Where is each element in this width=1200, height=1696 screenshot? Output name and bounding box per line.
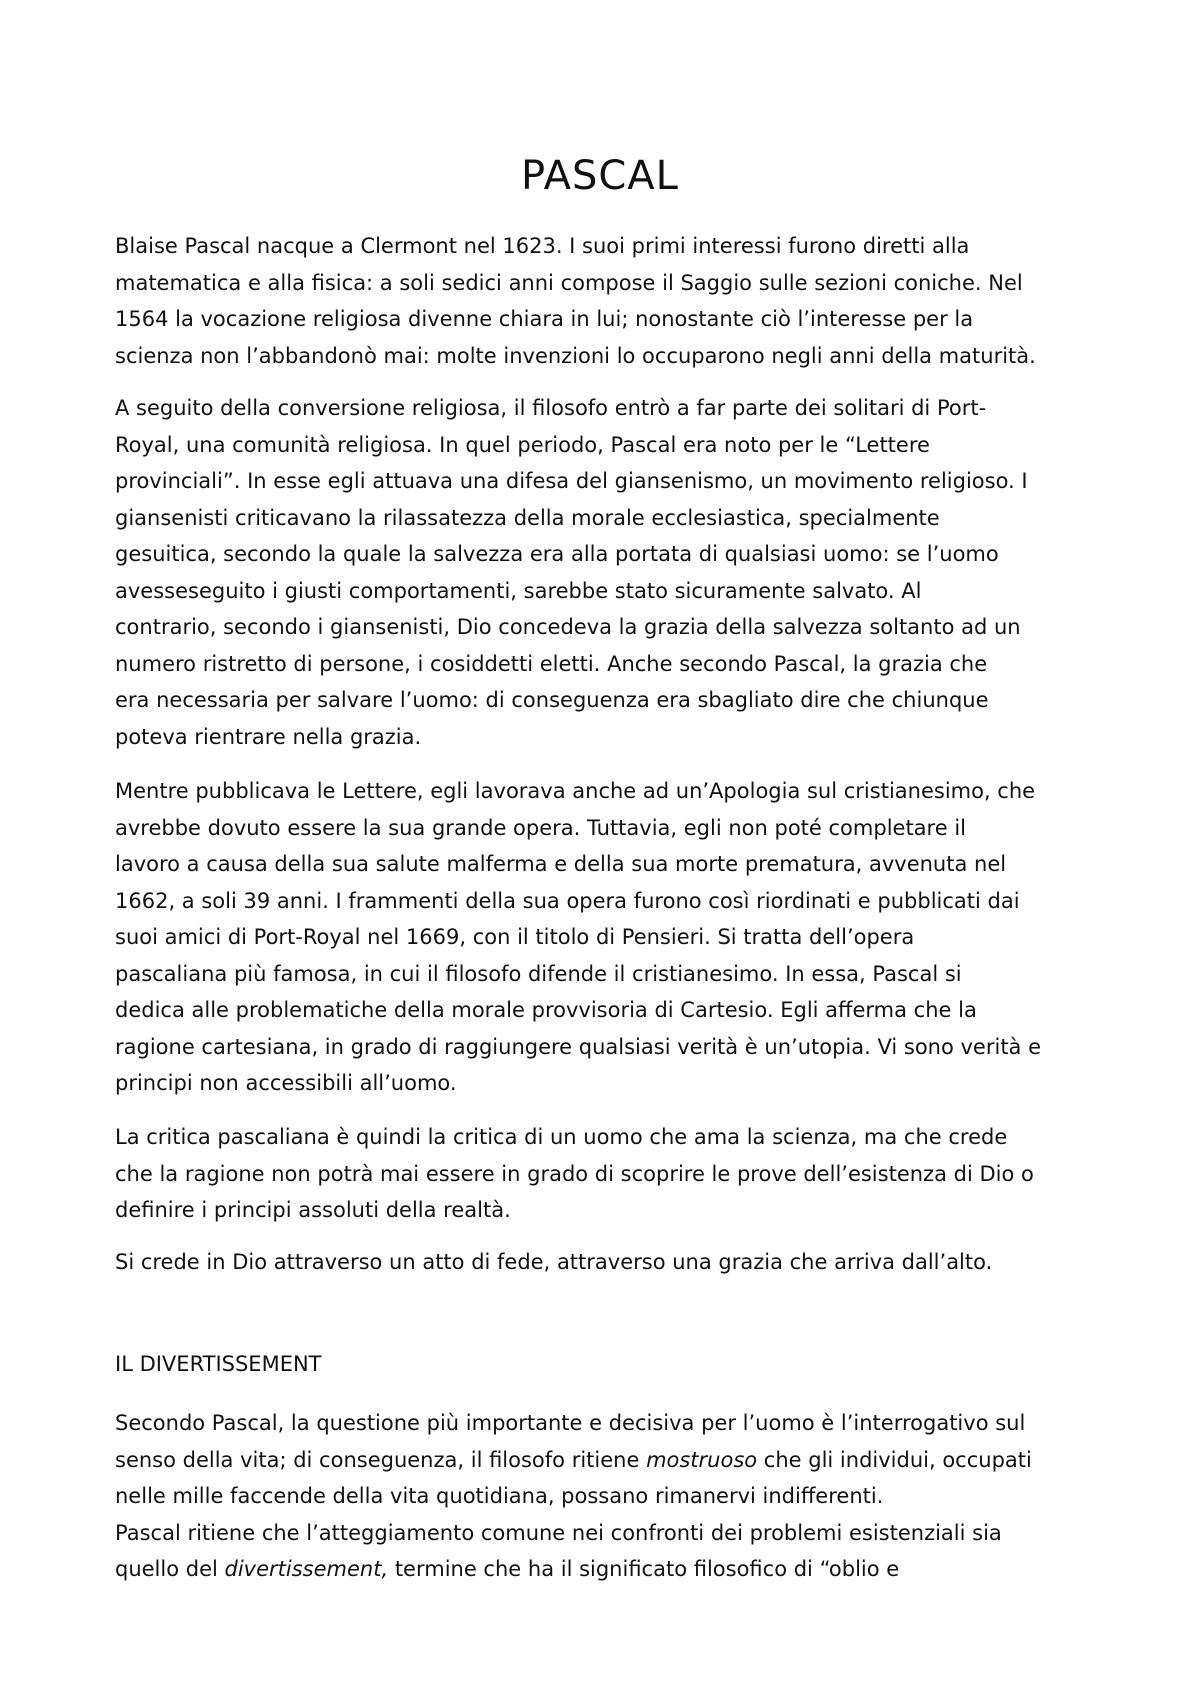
text-line: Secondo Pascal, la questione più importante e decisiva per l’uomo è l’interrogativo sul <box>115 1411 1026 1435</box>
text-line <box>115 1551 1115 1588</box>
text-line: Blaise Pascal nacque a Clermont nel 1623. I suoi primi interessi furono diretti alla <box>115 234 970 258</box>
text-line: pascaliana più famosa, in cui il filosofo difende il cristianesimo. In essa, Pascal si <box>115 961 962 986</box>
text-line: dedica alle problematiche della morale provvisoria di Cartesio. Egli afferma che la <box>115 998 977 1022</box>
italic-term: mostruoso <box>646 1447 758 1472</box>
text-line: poteva rientrare nella grazia. <box>115 724 422 749</box>
text-line: A seguito della conversione religiosa, il filosofo entrò a far parte dei solitari di Port- <box>115 396 987 420</box>
text-segment: quello del <box>115 1557 225 1581</box>
text-line: lavoro a causa della sua salute malferma e della sua morte prematura, avvenuta nel <box>115 852 1007 876</box>
text-line: contrario, secondo i giansenisti, Dio concedeva la grazia della salvezza soltanto ad un <box>115 615 1021 639</box>
text-line: avrebbe dovuto essere la sua grande opera. Tuttavia, egli non poté completare il <box>115 815 966 840</box>
text-segment: termine che ha il significato filosofico di “oblio e <box>388 1557 900 1581</box>
paragraph-1 <box>115 228 1115 374</box>
text-line <box>115 1442 1115 1479</box>
text-line: numero ristretto di persone, i cosiddetti eletti. Anche secondo Pascal, la grazia che <box>115 651 988 676</box>
section-paragraph <box>115 1405 1115 1588</box>
text-line: Royal, una comunità religiosa. In quel periodo, Pascal era noto per le “Lettere <box>115 432 930 457</box>
text-line: ragione cartesiana, in grado di raggiungere qualsiasi verità è un’utopia. Vi sono verità e <box>115 1034 1042 1059</box>
text-line: 1564 la vocazione religiosa divenne chiara in lui; nonostante ciò l’interesse per la <box>115 307 974 331</box>
text-line: definire i principi assoluti della realtà. <box>115 1198 511 1222</box>
page-title: PASCAL <box>521 153 679 199</box>
paragraph-5 <box>115 1244 1115 1281</box>
text-line: matematica e alla fisica: a soli sedici anni compose il Saggio sulle sezioni coniche. Nel <box>115 270 1023 295</box>
text-line: che la ragione non potrà mai essere in grado di scoprire le prove dell’esistenza di Dio o <box>115 1161 1034 1186</box>
text-line: scienza non l’abbandonò mai: molte invenzioni lo occuparono negli anni della maturità. <box>115 343 1036 368</box>
text-line: gesuitica, secondo la quale la salvezza era alla portata di qualsiasi uomo: se l’uomo <box>115 542 999 566</box>
text-line: Mentre pubblicava le Lettere, egli lavorava anche ad un’Apologia sul cristianesimo, che <box>115 779 1036 803</box>
text-line: avesseseguito i giusti comportamenti, sarebbe stato sicuramente salvato. Al <box>115 578 922 603</box>
text-segment: che gli individui, occupati <box>757 1447 1032 1472</box>
text-line: La critica pascaliana è quindi la critica di un uomo che ama la scienza, ma che crede <box>115 1125 1008 1149</box>
text-line: nelle mille faccende della vita quotidiana, possano rimanervi indifferenti. <box>115 1484 884 1508</box>
text-line: 1662, a soli 39 anni. I frammenti della sua opera furono così riordinati e pubblicati dai <box>115 888 1020 913</box>
text-line: Pascal ritiene che l’atteggiamento comune nei confronti dei problemi esistenziali sia <box>115 1520 1002 1545</box>
text-line: provinciali”. In esse egli attuava una difesa del giansenismo, un movimento religioso. I <box>115 469 1028 493</box>
section-heading: IL DIVERTISSEMENT <box>115 1352 322 1376</box>
paragraph-4 <box>115 1119 1115 1229</box>
text-segment: senso della vita; di conseguenza, il filosofo ritiene <box>115 1447 647 1472</box>
text-line: giansenisti criticavano la rilassatezza della morale ecclesiastica, specialmente <box>115 505 940 530</box>
text-line: Si crede in Dio attraverso un atto di fede, attraverso una grazia che arriva dall’alto. <box>115 1250 993 1274</box>
italic-term: divertissement, <box>224 1557 389 1581</box>
paragraph-3 <box>115 773 1115 1102</box>
text-line: principi non accessibili all’uomo. <box>115 1071 457 1095</box>
text-line: era necessaria per salvare l’uomo: di conseguenza era sbagliato dire che chiunque <box>115 688 989 712</box>
text-line: suoi amici di Port-Royal nel 1669, con il titolo di Pensieri. Si tratta dell’opera <box>115 925 915 949</box>
paragraph-2 <box>115 390 1115 755</box>
